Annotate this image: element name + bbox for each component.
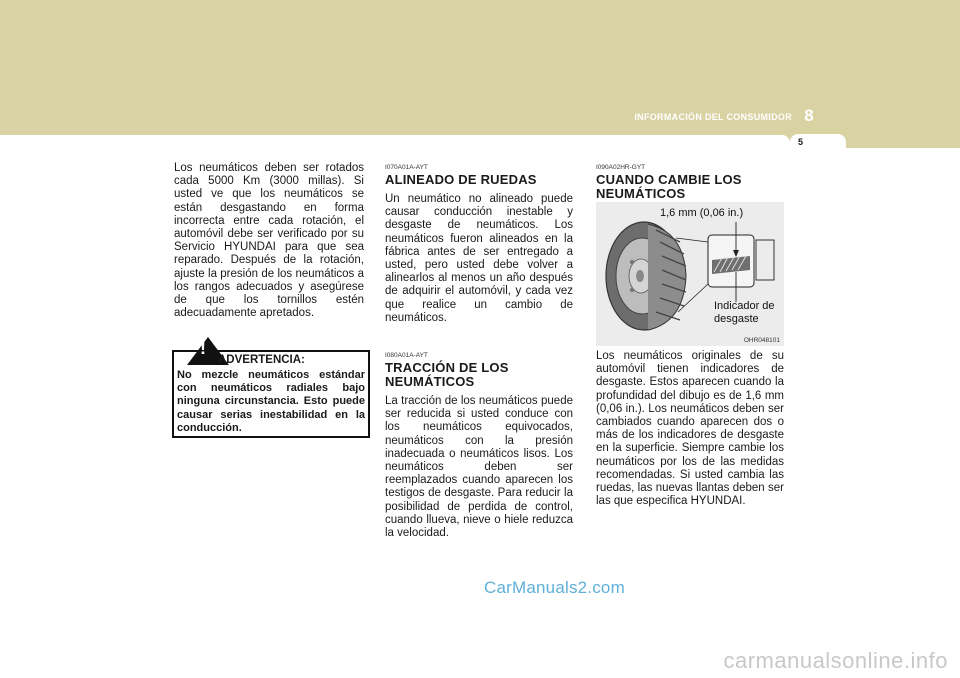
section-heading-line2: NEUMÁTICOS (385, 374, 475, 389)
left-column (174, 162, 364, 320)
page-number: 5 (797, 137, 803, 147)
carmanualsonline-watermark: carmanualsonline.info (723, 648, 948, 673)
warning-text: No mezcle neumáticos estándar con neumáticos radiales bajo ninguna circunstancia. Esto puede causar serias inestabilidad en la conducción. (177, 369, 365, 434)
traction-paragraph: La tracción de los neumáticos puede ser reducida si usted conduce con los neumáticos equivocados, neumáticos con la presión inadecuada o neumáticos lisos. Los neumáticos deben ser reemplazados cuando aparecen los testigos de desgaste. Para reducir la posibilidad de perdida de control, cuando llueva, nieve o hiele reduzca la velocidad. (385, 395, 573, 540)
alignment-paragraph: Un neumático no alineado puede causar conducción inestable y desgaste de neumáticos. Los neumáticos fueron alineados en la fábrica antes de ser entregado a usted, pero usted debe volver a alinearlos al menos un año después de adquirir el automóvil, y cada vez que realice un cambio de neumáticos. (385, 193, 573, 324)
warning-title: ADVERTENCIA: (218, 354, 305, 366)
middle-column-section1 (385, 164, 573, 325)
section-code: I080A01A-AYT (385, 352, 428, 359)
section-code: I090A02HR-GYT (596, 164, 646, 171)
wear-indicator-paragraph: Los neumáticos originales de su automóvil tienen indicadores de desgaste. Estos aparecen cuando la profundidad del dibujo es de 1,6 mm (0,06 in.). Los neumáticos deben ser cambiados cuando aparecen dos o más de los indicadores de desgaste en la superficie. Siempre cambie los neumáticos por los de las medidas recomendadas. Si usted cambia las ruedas, las nuevas llantas deben ser las que especifica HYUNDAI. (596, 350, 784, 508)
header-cutout (0, 135, 790, 148)
section-heading: ALINEADO DE RUEDAS (385, 172, 537, 187)
right-column-heading (596, 164, 784, 207)
depth-label: 1,6 mm (0,06 in.) (660, 207, 744, 219)
exclamation-icon: ! (200, 338, 206, 358)
section-title: INFORMACIÓN DEL CONSUMIDOR (634, 112, 792, 122)
carmanuals2-watermark[interactable]: CarManuals2.com (484, 578, 625, 597)
section-heading-line1: CUANDO CAMBIE LOS (596, 172, 742, 187)
warning-box (172, 338, 370, 438)
indicator-label-line2: desgaste (714, 313, 759, 325)
section-heading-line2: NEUMÁTICOS (596, 186, 686, 201)
indicator-label-line1: Indicador de (714, 300, 775, 312)
section-heading-line1: TRACCIÓN DE LOS (385, 360, 509, 375)
figure-code: OHR048101 (743, 337, 780, 344)
section-code: I070A01A-AYT (385, 164, 428, 171)
chapter-number: 8 (804, 106, 814, 125)
middle-column-section2 (385, 352, 573, 540)
tire-wear-figure (596, 202, 784, 346)
rotation-paragraph: Los neumáticos deben ser rotados cada 5000 Km (3000 millas). Si usted ve que los neumáticos se están desgastando en forma incorrecta entre cada rotación, el automóvil debe ser verificado por su Servicio HYUNDAI para que sea reparado. Después de la rotación, ajuste la presión de los neumáticos a los rangos adecuados y asegúrese de que los tornillos estén adecuadamente apretados. (174, 162, 364, 320)
right-column-body (596, 350, 784, 508)
